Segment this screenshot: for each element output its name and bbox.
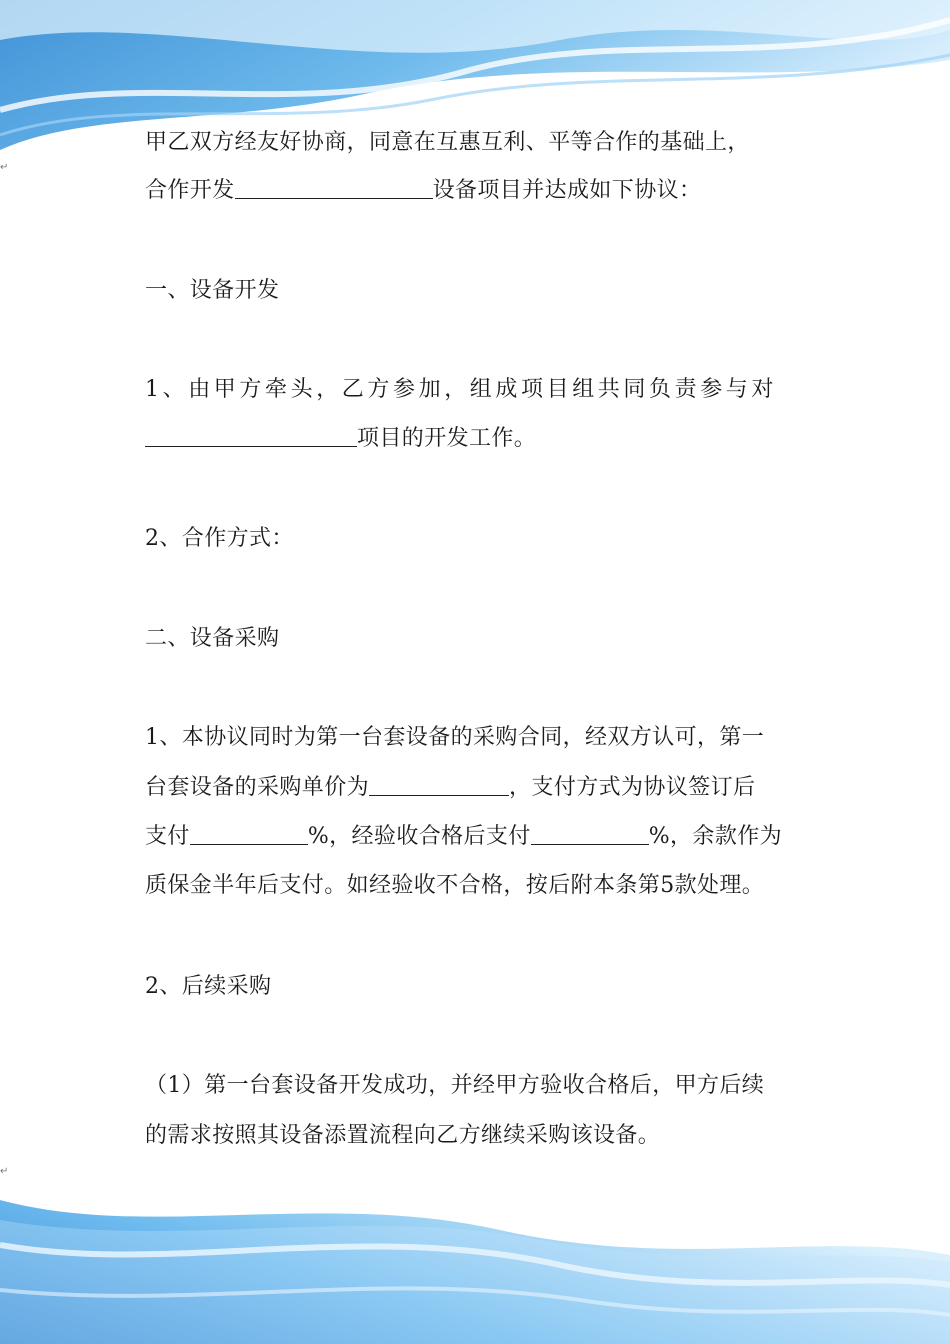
purchase-text-a: 台套设备的采购单价为 [145,775,370,800]
section-2-title: 二、设备采购 [145,626,280,651]
purchase-text-c: 支付 [145,824,190,849]
item-1-line-1: 1、由甲方牵头，乙方参加，组成项目组共同负责参与对 [145,377,777,402]
section-1-title: 一、设备开发 [145,278,280,303]
purchase-line-2 [145,773,755,803]
purchase-text-d: %，经验收合格后支付 [307,824,531,849]
acceptance-payment-percent-blank [531,824,649,845]
purchase-line-4: 质保金半年后支付。如经验收不合格，按后附本条第5款处理。 [145,873,765,898]
purchase-text-e: %，余款作为 [648,824,783,849]
intro-line-1: 甲乙双方经友好协商，同意在互惠互利、平等合作的基础上， [145,130,750,155]
intro-text-b: 设备项目并达成如下协议： [432,178,702,203]
item-1-text: 项目的开发工作。 [357,426,537,451]
intro-line-2 [145,176,701,206]
purchase-line-3 [145,822,782,852]
followup-1-line-2: 的需求按照其设备添置流程向乙方继续采购该设备。 [145,1123,661,1148]
development-project-blank [145,426,357,447]
followup-1-line-1: （1）第一台套设备开发成功，并经甲方验收合格后，甲方后续 [145,1073,765,1098]
purchase-text-b: ，支付方式为协议签订后 [509,775,756,800]
item-2-title: 2、合作方式： [145,526,294,551]
intro-text-a: 合作开发 [145,178,235,203]
purchase-line-1: 1、本协议同时为第一台套设备的采购合同，经双方认可，第一 [145,725,765,750]
project-name-blank [235,178,433,199]
margin-return-mark-top: ↵ [0,162,9,173]
signing-payment-percent-blank [190,824,308,845]
item-1-line-2 [145,424,536,454]
unit-price-blank [369,775,509,796]
margin-return-mark-bottom: ↵ [0,1166,9,1177]
followup-title: 2、后续采购 [145,974,272,999]
